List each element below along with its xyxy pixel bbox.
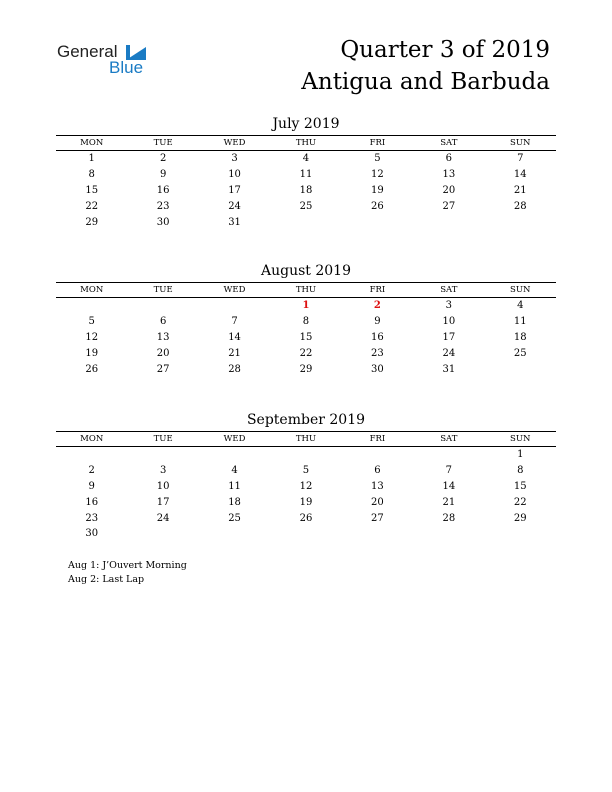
date-cell: 5 bbox=[302, 465, 310, 477]
week-row bbox=[56, 183, 556, 199]
day-header: SUN bbox=[485, 136, 556, 151]
date-cell: 8 bbox=[517, 465, 524, 477]
page-subtitle: Antigua and Barbuda bbox=[301, 69, 550, 95]
date-cell: 31 bbox=[228, 216, 241, 228]
month-title: July 2019 bbox=[272, 116, 340, 132]
week-row bbox=[56, 494, 556, 510]
week-row bbox=[56, 151, 556, 167]
date-cell: 18 bbox=[513, 331, 527, 343]
date-cell: 7 bbox=[231, 316, 238, 328]
date-cell: 22 bbox=[85, 200, 99, 212]
month-calendar bbox=[56, 118, 556, 230]
day-header: SUN bbox=[485, 283, 556, 298]
date-cell: 1 bbox=[517, 449, 524, 461]
date-cell: 19 bbox=[371, 184, 384, 196]
date-cell: 4 bbox=[517, 300, 524, 312]
week-row bbox=[56, 330, 556, 346]
logo-general: General bbox=[57, 42, 118, 61]
date-cell: 29 bbox=[299, 363, 313, 375]
date-cell: 3 bbox=[231, 153, 238, 165]
day-header: TUE bbox=[127, 432, 198, 447]
date-cell: 9 bbox=[88, 480, 95, 492]
date-cell: 13 bbox=[156, 331, 170, 343]
date-cell: 12 bbox=[371, 169, 384, 181]
week-row bbox=[56, 479, 556, 495]
date-cell: 12 bbox=[299, 480, 313, 492]
date-cell: 28 bbox=[228, 363, 241, 375]
date-cell: 26 bbox=[299, 512, 313, 524]
date-cell: 17 bbox=[442, 331, 456, 343]
date-cell bbox=[56, 298, 127, 314]
date-cell: 14 bbox=[513, 169, 527, 181]
date-cell: 25 bbox=[513, 347, 527, 359]
date-cell bbox=[270, 526, 341, 542]
date-cell: 21 bbox=[442, 496, 456, 508]
date-cell bbox=[127, 526, 198, 542]
week-row bbox=[56, 214, 556, 230]
date-cell: 21 bbox=[228, 347, 241, 359]
day-header: THU bbox=[270, 136, 341, 151]
day-header: SAT bbox=[413, 136, 484, 151]
date-cell: 8 bbox=[88, 169, 95, 181]
date-cell: 5 bbox=[374, 153, 381, 165]
day-header: WED bbox=[199, 283, 270, 298]
date-cell: 24 bbox=[228, 200, 241, 212]
date-cell bbox=[485, 526, 556, 542]
date-cell: 30 bbox=[85, 528, 99, 540]
month-calendar bbox=[56, 414, 556, 542]
date-cell: 22 bbox=[513, 496, 527, 508]
page-title: Quarter 3 of 2019 bbox=[340, 37, 550, 63]
date-cell: 25 bbox=[228, 512, 241, 524]
date-cell: 7 bbox=[445, 465, 452, 477]
date-cell bbox=[342, 214, 413, 230]
date-cell: 24 bbox=[442, 347, 456, 359]
holiday-date: 2 bbox=[373, 300, 381, 312]
date-cell: 6 bbox=[374, 465, 381, 477]
month-title: September 2019 bbox=[246, 412, 366, 428]
date-cell bbox=[199, 298, 270, 314]
date-cell bbox=[56, 447, 127, 463]
date-cell: 16 bbox=[85, 496, 99, 508]
day-header: FRI bbox=[342, 283, 413, 298]
week-row bbox=[56, 361, 556, 377]
date-cell: 5 bbox=[88, 316, 95, 328]
date-cell bbox=[413, 447, 484, 463]
date-cell: 20 bbox=[442, 184, 456, 196]
date-cell: 13 bbox=[442, 169, 456, 181]
date-cell: 6 bbox=[159, 316, 167, 328]
date-cell: 7 bbox=[517, 153, 524, 165]
day-header: TUE bbox=[127, 283, 198, 298]
date-cell bbox=[127, 298, 198, 314]
holiday-date: 1 bbox=[302, 300, 310, 312]
date-cell: 27 bbox=[156, 363, 170, 375]
date-cell: 23 bbox=[156, 200, 170, 212]
date-cell: 26 bbox=[85, 363, 99, 375]
day-header: FRI bbox=[342, 432, 413, 447]
week-row bbox=[56, 463, 556, 479]
date-cell: 3 bbox=[159, 465, 167, 477]
date-cell: 3 bbox=[445, 300, 452, 312]
date-cell bbox=[342, 447, 413, 463]
date-cell bbox=[413, 526, 484, 542]
month-grid bbox=[56, 282, 556, 377]
date-cell: 15 bbox=[85, 184, 99, 196]
date-cell: 11 bbox=[299, 169, 313, 181]
date-cell: 28 bbox=[513, 200, 527, 212]
week-row bbox=[56, 447, 556, 463]
date-cell: 17 bbox=[156, 496, 170, 508]
date-cell bbox=[342, 526, 413, 542]
date-cell: 29 bbox=[85, 216, 99, 228]
date-cell bbox=[413, 214, 484, 230]
logo-blue: Blue bbox=[109, 58, 144, 77]
date-cell: 27 bbox=[371, 512, 384, 524]
date-cell: 10 bbox=[228, 169, 241, 181]
holiday-item: Aug 2: Last Lap bbox=[68, 574, 145, 585]
week-row bbox=[56, 167, 556, 183]
month-title: August 2019 bbox=[261, 263, 351, 279]
date-cell: 10 bbox=[442, 316, 456, 328]
date-cell: 2 bbox=[159, 153, 167, 165]
day-header: SAT bbox=[413, 432, 484, 447]
week-row bbox=[56, 298, 556, 314]
month-grid bbox=[56, 135, 556, 230]
week-row bbox=[56, 198, 556, 214]
date-cell: 19 bbox=[299, 496, 313, 508]
date-cell bbox=[199, 447, 270, 463]
month-calendar bbox=[56, 265, 556, 377]
date-cell: 31 bbox=[442, 363, 456, 375]
day-header: FRI bbox=[342, 136, 413, 151]
week-row bbox=[56, 526, 556, 542]
holiday-item: Aug 1: J’Ouvert Morning bbox=[68, 560, 187, 571]
date-cell bbox=[485, 214, 556, 230]
date-cell: 21 bbox=[513, 184, 527, 196]
date-cell: 25 bbox=[299, 200, 313, 212]
date-cell: 8 bbox=[302, 316, 310, 328]
week-row bbox=[56, 345, 556, 361]
date-cell: 6 bbox=[445, 153, 452, 165]
day-header: THU bbox=[270, 283, 341, 298]
day-header: MON bbox=[56, 136, 127, 151]
day-header: TUE bbox=[127, 136, 198, 151]
month-grid bbox=[56, 431, 556, 542]
holiday-list bbox=[68, 559, 187, 587]
date-cell: 15 bbox=[513, 480, 527, 492]
date-cell: 18 bbox=[299, 184, 313, 196]
date-cell: 30 bbox=[371, 363, 384, 375]
date-cell: 15 bbox=[299, 331, 313, 343]
date-cell: 11 bbox=[513, 316, 527, 328]
date-cell: 9 bbox=[374, 316, 381, 328]
date-cell: 28 bbox=[442, 512, 456, 524]
date-cell: 30 bbox=[156, 216, 170, 228]
date-cell: 18 bbox=[228, 496, 241, 508]
date-cell bbox=[127, 447, 198, 463]
day-header: MON bbox=[56, 283, 127, 298]
date-cell: 4 bbox=[302, 153, 310, 165]
date-cell: 14 bbox=[442, 480, 456, 492]
date-cell: 19 bbox=[85, 347, 99, 359]
date-cell bbox=[270, 214, 341, 230]
date-cell: 9 bbox=[159, 169, 167, 181]
date-cell: 2 bbox=[88, 465, 95, 477]
date-cell: 22 bbox=[299, 347, 313, 359]
week-row bbox=[56, 510, 556, 526]
date-cell: 10 bbox=[156, 480, 170, 492]
date-cell: 29 bbox=[513, 512, 527, 524]
date-cell: 20 bbox=[371, 496, 384, 508]
week-row bbox=[56, 314, 556, 330]
date-cell bbox=[199, 526, 270, 542]
date-cell: 26 bbox=[371, 200, 384, 212]
day-header: THU bbox=[270, 432, 341, 447]
day-header: SAT bbox=[413, 283, 484, 298]
date-cell: 4 bbox=[231, 465, 238, 477]
date-cell: 17 bbox=[228, 184, 241, 196]
date-cell bbox=[485, 361, 556, 377]
date-cell: 23 bbox=[371, 347, 384, 359]
date-cell: 24 bbox=[156, 512, 170, 524]
date-cell: 16 bbox=[156, 184, 170, 196]
day-header: WED bbox=[199, 136, 270, 151]
date-cell: 13 bbox=[371, 480, 384, 492]
date-cell: 11 bbox=[228, 480, 241, 492]
date-cell: 1 bbox=[88, 153, 95, 165]
day-header: SUN bbox=[485, 432, 556, 447]
day-header: MON bbox=[56, 432, 127, 447]
date-cell: 20 bbox=[156, 347, 170, 359]
date-cell: 12 bbox=[85, 331, 99, 343]
date-cell: 16 bbox=[371, 331, 384, 343]
day-header: WED bbox=[199, 432, 270, 447]
date-cell: 14 bbox=[228, 331, 241, 343]
date-cell bbox=[270, 447, 341, 463]
date-cell: 23 bbox=[85, 512, 99, 524]
date-cell: 27 bbox=[442, 200, 456, 212]
